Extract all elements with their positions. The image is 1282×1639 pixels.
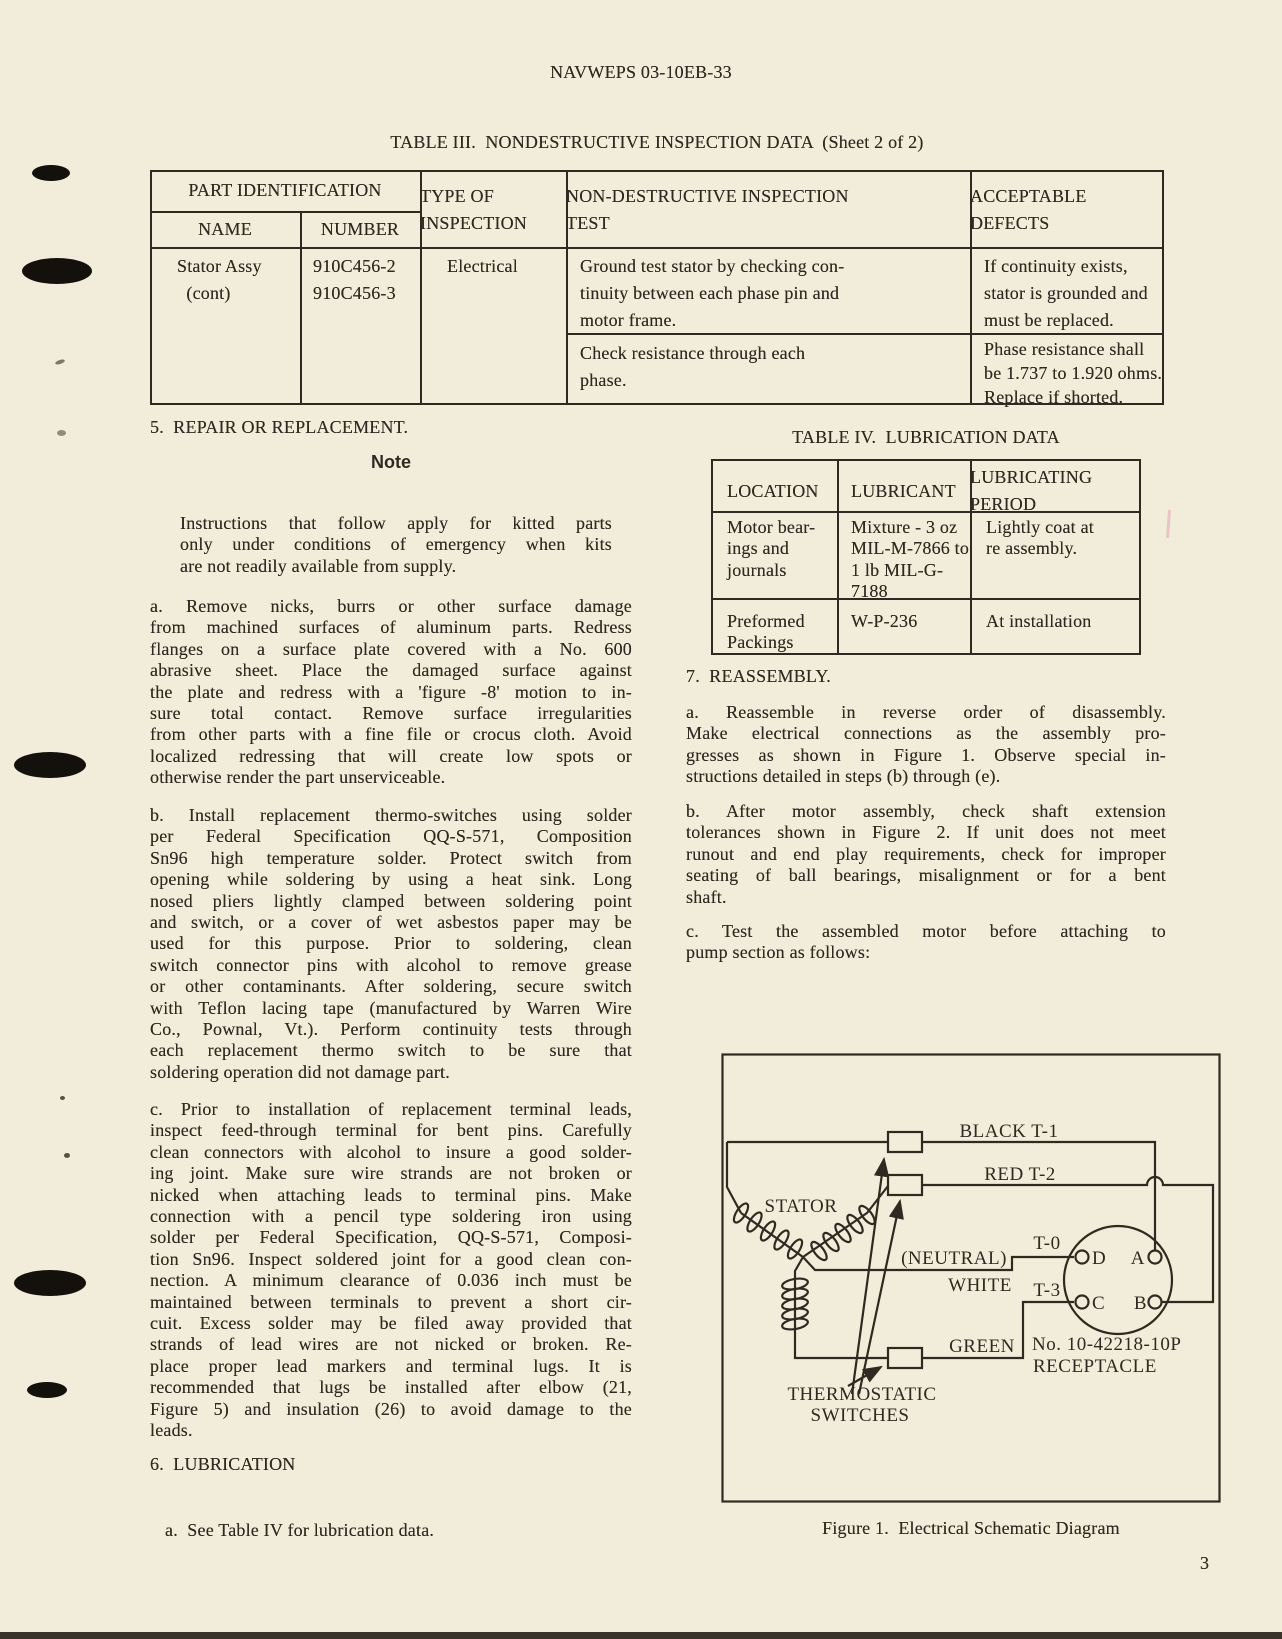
thermostatic-switch-green: [888, 1348, 922, 1368]
note-label: Note: [371, 452, 411, 472]
text-line: 910C456-2: [313, 256, 396, 276]
table4-cell-r1-period: [986, 517, 1094, 560]
pin-c-label: C: [1092, 1293, 1106, 1314]
text-line: stator is grounded and: [984, 283, 1148, 303]
text-line: Instructions that follow apply for kitted parts: [180, 513, 612, 533]
text-line: phase.: [580, 370, 627, 390]
t0-label: T-0: [1033, 1233, 1061, 1254]
table3-col-part-identification: PART IDENTIFICATION: [188, 180, 382, 200]
text-line: inspect feed-through terminal for bent pins. Carefully: [150, 1120, 632, 1141]
text-line: re assembly.: [986, 538, 1078, 559]
text-line: with Teflon lacing tape (manufactured by Warren Wire: [150, 997, 632, 1018]
table4-cell-r1-location: [727, 517, 815, 581]
text-line: nosed pliers lightly clamped between soldering point: [150, 890, 632, 911]
text-line: b. After motor assembly, check shaft extension: [686, 801, 1166, 821]
paragraph-7b: [686, 801, 1166, 908]
text-line: the plate and redress with a 'figure -8' motion to in-: [150, 681, 632, 702]
thermostatic-switch-t1: [888, 1132, 922, 1152]
text-line: Ground test stator by checking con-: [580, 256, 845, 276]
pin-d-label: D: [1092, 1248, 1107, 1269]
pin-b-circle: [1149, 1296, 1162, 1309]
wire-black-label: BLACK T-1: [959, 1121, 1059, 1142]
pin-c-circle: [1076, 1296, 1089, 1309]
binder-hole: [32, 165, 70, 181]
text-line: recommended that lugs be installed after elbow (21,: [150, 1377, 632, 1398]
table3-col-test: [566, 183, 970, 236]
table3-divider: [150, 211, 422, 213]
pin-a-circle: [1149, 1251, 1162, 1264]
section5-heading: 5. REPAIR OR REPLACEMENT.: [150, 417, 409, 437]
table4-cell-r2-period: [986, 611, 1092, 632]
text-line: If continuity exists,: [984, 256, 1128, 276]
text-line: PERIOD: [970, 493, 1037, 514]
text-line: Make electrical connections as the assembly pro-: [686, 723, 1166, 744]
text-line: abrasive sheet. Place the damaged surface against: [150, 660, 632, 681]
table4-title: TABLE IV. LUBRICATION DATA: [792, 427, 1060, 447]
text-line: per Federal Specification QQ-S-571, Composition: [150, 826, 632, 847]
text-line: Preformed: [727, 611, 805, 631]
text-line: journals: [727, 559, 787, 580]
text-line: c. Prior to installation of replacement terminal leads,: [150, 1099, 632, 1119]
text-line: 1 lb MIL-G-: [851, 559, 944, 580]
binder-hole: [27, 1382, 67, 1398]
text-line: each replacement thermo switch to be sure that: [150, 1040, 632, 1061]
text-line: pump section as follows:: [686, 942, 871, 963]
text-line: maintained between terminals to prevent a short cir-: [150, 1291, 632, 1312]
paragraph-7a: [686, 702, 1166, 788]
table4-col-location: LOCATION: [727, 481, 819, 501]
text-line: TYPE OF: [420, 186, 494, 206]
paragraph-6a: a. See Table IV for lubrication data.: [165, 1520, 435, 1540]
text-line: or other contaminants. After soldering, secure switch: [150, 976, 632, 997]
text-line: flanges on a surface plate covered with a No. 600: [150, 638, 632, 659]
text-line: leads.: [150, 1420, 193, 1441]
text-line: c. Test the assembled motor before attaching to: [686, 921, 1166, 941]
binder-hole: [14, 1270, 86, 1296]
scan-speck: [64, 1153, 70, 1158]
text-line: Electrical: [447, 256, 518, 276]
table3-cell-test-2: [580, 340, 805, 394]
text-line: seating of ball bearings, misalignment or for a bent: [686, 865, 1166, 886]
text-line: LUBRICATING: [970, 467, 1093, 487]
electrical-schematic-figure: [721, 1053, 1221, 1503]
text-line: Replace if shorted.: [984, 387, 1124, 407]
stator-label: STATOR: [764, 1196, 838, 1217]
text-line: soldering operation did not damage part.: [150, 1061, 450, 1082]
receptacle-number-label: No. 10-42218-10P: [1032, 1334, 1182, 1355]
table3-cell-inspection: [447, 253, 518, 280]
binder-hole: [14, 752, 86, 778]
text-line: used for this purpose. Prior to soldering, clean: [150, 933, 632, 954]
text-line: TEST: [566, 212, 610, 233]
text-line: (cont): [177, 283, 231, 303]
text-line: INSPECTION: [420, 212, 528, 233]
text-line: sure total contact. Remove surface irregularities: [150, 703, 632, 724]
receptacle-label: RECEPTACLE: [1033, 1356, 1157, 1377]
text-line: Sn96 high temperature solder. Protect switch from: [150, 847, 632, 868]
neutral-label: (NEUTRAL): [901, 1248, 1007, 1269]
text-line: from other parts with a fine file or crocus cloth. Avoid: [150, 724, 632, 745]
binder-hole: [22, 258, 92, 284]
text-line: place proper lead markers and terminal lugs. It is: [150, 1355, 632, 1376]
table3-cell-defects-2: [984, 337, 1162, 409]
text-line: MIL-M-7866 to: [851, 538, 970, 559]
section7-heading: 7. REASSEMBLY.: [686, 666, 831, 686]
text-line: switch connector pins with alcohol to remove grease: [150, 954, 632, 975]
thermostatic-label: THERMOSTATIC: [787, 1384, 937, 1405]
pin-a-label: A: [1130, 1248, 1145, 1269]
thermostatic-switch-t2: [888, 1175, 922, 1195]
receptacle-circle: [1064, 1226, 1172, 1334]
text-line: NON-DESTRUCTIVE INSPECTION: [566, 186, 849, 206]
text-line: solder per Federal Specification, QQ-S-571, Composi-: [150, 1227, 632, 1248]
text-line: Check resistance through each: [580, 343, 806, 363]
note-paragraph: [180, 513, 612, 577]
white-label: WHITE: [948, 1275, 1012, 1296]
text-line: Motor bear-: [727, 517, 816, 537]
scan-edge: [0, 1632, 1282, 1639]
text-line: connection with a pencil type soldering iron using: [150, 1206, 632, 1227]
paragraph-5a: [150, 596, 632, 789]
table3-cell-number: [313, 253, 396, 307]
text-line: only under conditions of emergency when kits: [180, 534, 612, 555]
text-line: At installation: [986, 611, 1092, 631]
text-line: ings and: [727, 538, 790, 559]
text-line: gresses as shown in Figure 1. Observe special in-: [686, 744, 1166, 765]
table4-cell-r1-lubricant: [851, 517, 969, 603]
text-line: motor frame.: [580, 310, 677, 330]
table3-cell-name: [177, 253, 262, 307]
paragraph-7c: [686, 921, 1166, 964]
text-line: localized redressing that will create low spots or: [150, 745, 632, 766]
table3-col-type: [420, 183, 566, 236]
scan-speck: [60, 1096, 65, 1100]
text-line: tion Sn96. Inspect soldered joint for a good clean con-: [150, 1248, 632, 1269]
doc-number: NAVWEPS 03-10EB-33: [550, 62, 732, 82]
table4-cell-r2-location: [727, 611, 805, 654]
wire-bottom-arm: [795, 1257, 888, 1358]
text-line: cuit. Excess solder may be filed away provided that: [150, 1313, 632, 1334]
text-line: a. Remove nicks, burrs or other surface damage: [150, 596, 632, 616]
text-line: DEFECTS: [970, 212, 1050, 233]
figure-caption: Figure 1. Electrical Schematic Diagram: [822, 1518, 1120, 1538]
paragraph-5b: [150, 805, 632, 1083]
t3-label: T-3: [1033, 1280, 1061, 1301]
page-number: 3: [1200, 1553, 1210, 1573]
text-line: W-P-236: [851, 611, 918, 631]
table4-col-period: [970, 464, 1141, 517]
table4-divider: [837, 459, 839, 655]
switches-label: SWITCHES: [810, 1405, 910, 1426]
table3-cell-defects-1: [984, 253, 1148, 334]
text-line: structions detailed in steps (b) through (e).: [686, 766, 1001, 787]
pin-b-label: B: [1133, 1293, 1147, 1314]
text-line: clean connectors with alcohol to insure a good solder-: [150, 1141, 632, 1162]
text-line: must be replaced.: [984, 310, 1114, 330]
text-line: runout and end play requirements, check for improper: [686, 843, 1166, 864]
pin-d-circle: [1076, 1251, 1089, 1264]
table3-title: TABLE III. NONDESTRUCTIVE INSPECTION DATA (Sheet 2 of 2): [390, 132, 924, 152]
table3-cell-test-1: [580, 253, 844, 334]
green-label: GREEN: [949, 1336, 1015, 1357]
text-line: Packings: [727, 632, 794, 653]
table3-col-number: NUMBER: [320, 219, 400, 239]
text-line: tinuity between each phase pin and: [580, 283, 840, 303]
text-line: opening while soldering by using a heat sink. Long: [150, 869, 632, 890]
text-line: nection. A minimum clearance of 0.036 inch must be: [150, 1270, 632, 1291]
table3-col-defects: [970, 183, 1164, 236]
table3-col-name: NAME: [198, 219, 252, 239]
text-line: ing joint. Make sure wire strands are not broken or: [150, 1163, 632, 1184]
table4-cell-r2-lubricant: [851, 611, 917, 632]
wire-left-drop: [727, 1142, 741, 1213]
text-line: be 1.737 to 1.920 ohms.: [984, 363, 1163, 383]
text-line: shaft.: [686, 886, 727, 907]
text-line: 910C456-3: [313, 283, 396, 303]
text-line: b. Install replacement thermo-switches using solder: [150, 805, 632, 825]
text-line: tolerances shown in Figure 2. If unit does not meet: [686, 822, 1166, 843]
scan-speck: [55, 359, 66, 366]
text-line: are not readily available from supply.: [180, 555, 457, 576]
text-line: Lightly coat at: [986, 517, 1094, 537]
text-line: a. Reassemble in reverse order of disassembly.: [686, 702, 1166, 722]
text-line: strands of lead wires are not nicked or broken. Re-: [150, 1334, 632, 1355]
scan-speck: [57, 430, 66, 436]
text-line: Figure 5) and insulation (26) to avoid damage to the: [150, 1398, 632, 1419]
paragraph-5c: [150, 1099, 632, 1442]
text-line: Mixture - 3 oz: [851, 517, 958, 537]
scan-streak: [1166, 510, 1171, 538]
text-line: Stator Assy: [177, 256, 262, 276]
wire-red-label: RED T-2: [984, 1164, 1056, 1185]
text-line: Phase resistance shall: [984, 339, 1145, 359]
text-line: and switch, or a cover of wet asbestos paper may be: [150, 912, 632, 933]
text-line: otherwise render the part unserviceable.: [150, 767, 446, 788]
text-line: ACCEPTABLE: [970, 186, 1087, 206]
table4-col-lubricant: LUBRICANT: [851, 481, 956, 501]
text-line: nicked when attaching leads to terminal pins. Make: [150, 1184, 632, 1205]
section6-heading: 6. LUBRICATION: [150, 1454, 296, 1474]
text-line: Co., Pownal, Vt.). Perform continuity tests through: [150, 1019, 632, 1040]
text-line: from machined surfaces of aluminum parts. Redress: [150, 617, 632, 638]
table3-divider: [150, 247, 1164, 249]
text-line: 7188: [851, 581, 888, 602]
